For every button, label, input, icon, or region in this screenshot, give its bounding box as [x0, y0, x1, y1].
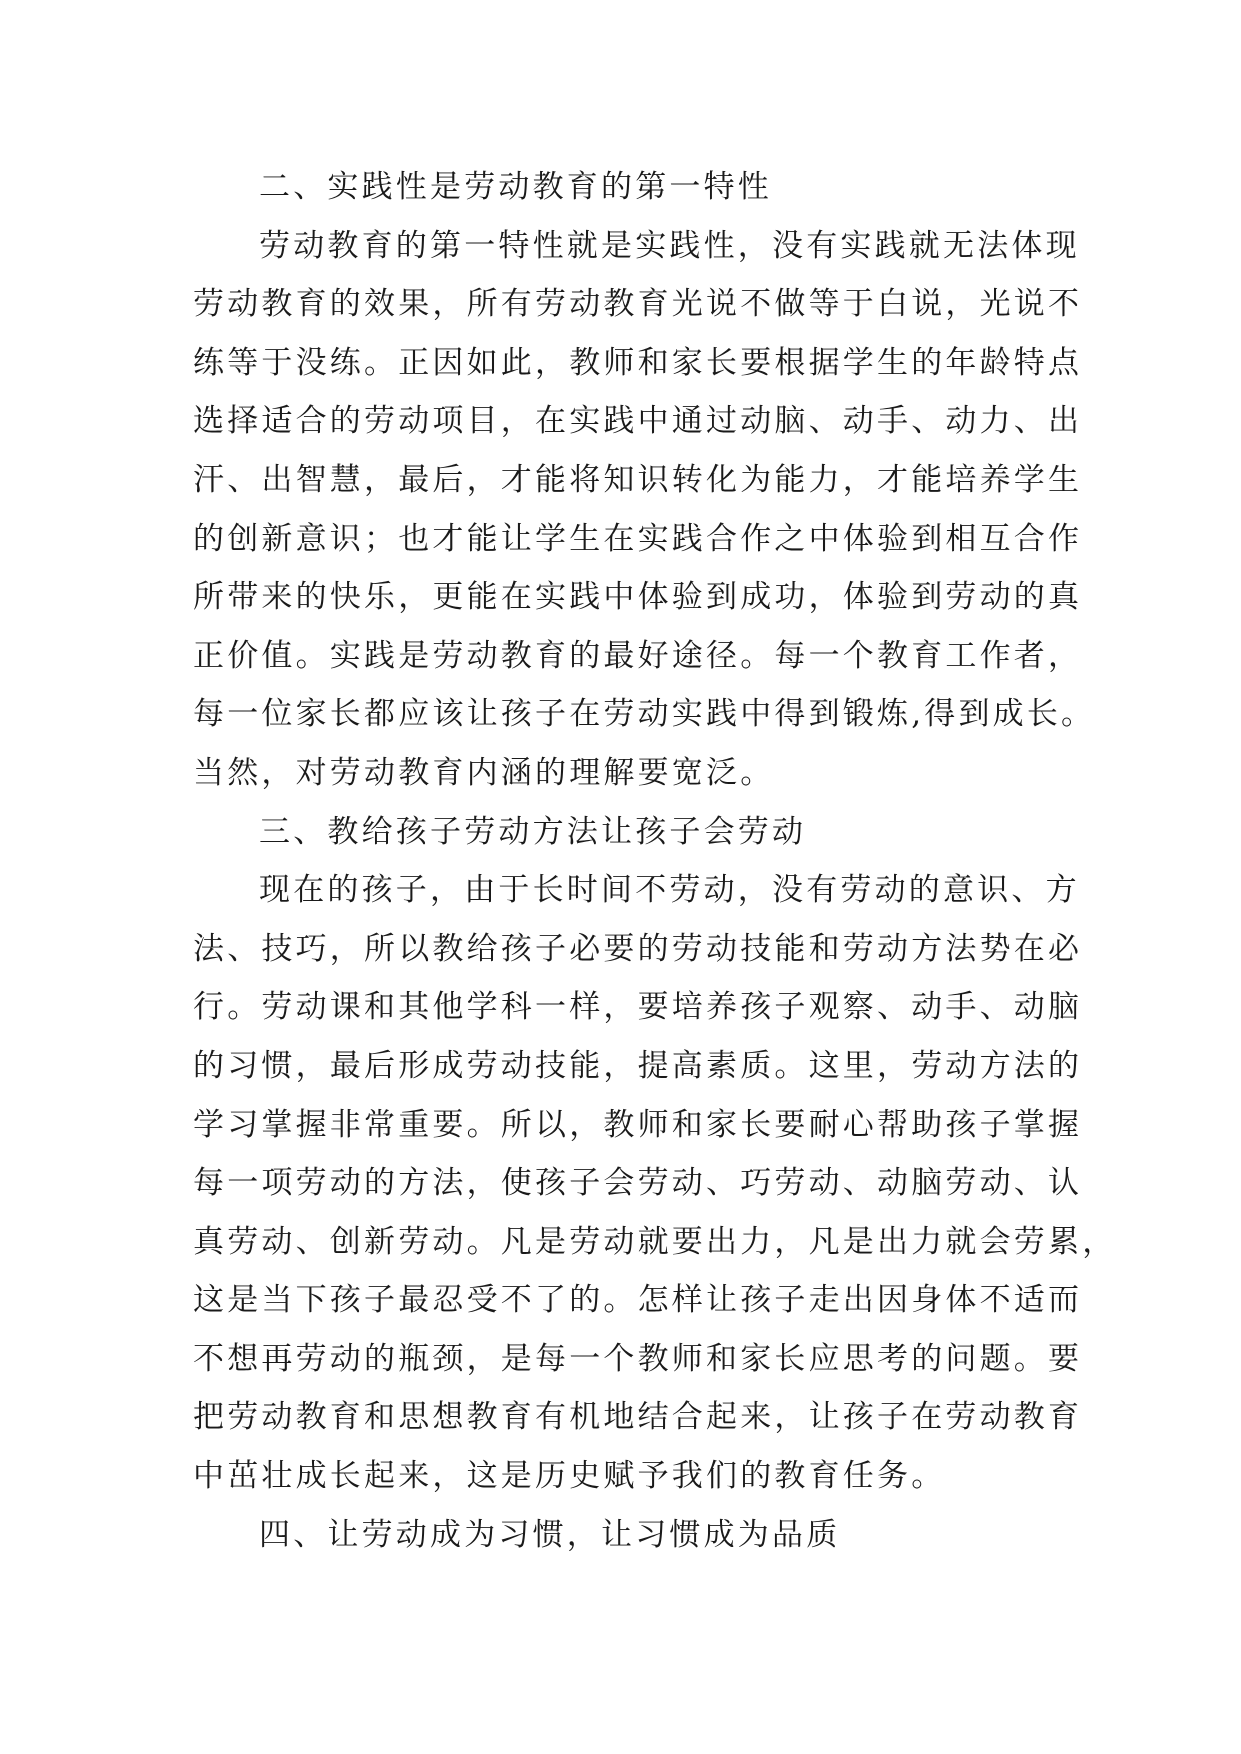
paragraph-line: 学习掌握非常重要。所以，教师和家长要耐心帮助孩子掌握: [193, 1106, 1083, 1143]
paragraph-line: 当然，对劳动教育内涵的理解要宽泛。: [193, 754, 775, 791]
paragraph-line: 这是当下孩子最忍受不了的。怎样让孩子走出因身体不适而: [193, 1282, 1083, 1319]
paragraph-line: 每一位家长都应该让孩子在劳动实践中得到锻炼,得到成长。: [193, 696, 1096, 733]
paragraph-line: 法、技巧，所以教给孩子必要的劳动技能和劳动方法势在必: [193, 930, 1083, 967]
paragraph-line: 把劳动教育和思想教育有机地结合起来，让孩子在劳动教育: [193, 1399, 1083, 1436]
paragraph-line: 现在的孩子，由于长时间不劳动，没有劳动的意识、方: [259, 872, 1080, 909]
paragraph-line: 行。劳动课和其他学科一样，要培养孩子观察、动手、动脑: [193, 989, 1083, 1026]
paragraph-line: 选择适合的劳动项目，在实践中通过动脑、动手、动力、出: [193, 403, 1083, 440]
paragraph-line: 的创新意识；也才能让学生在实践合作之中体验到相互合作: [193, 520, 1083, 557]
section-heading-habit: 四、让劳动成为习惯，让习惯成为品质: [259, 1516, 841, 1553]
paragraph-line: 的习惯，最后形成劳动技能，提高素质。这里，劳动方法的: [193, 1047, 1083, 1084]
paragraph-line: 真劳动、创新劳动。凡是劳动就要出力，凡是出力就会劳累，: [193, 1223, 1117, 1260]
paragraph-line: 劳动教育的第一特性就是实践性，没有实践就无法体现: [259, 227, 1080, 264]
paragraph-line: 汗、出智慧，最后，才能将知识转化为能力，才能培养学生: [193, 461, 1083, 498]
section-heading-method: 三、教给孩子劳动方法让孩子会劳动: [259, 813, 807, 850]
paragraph-line: 中茁壮成长起来，这是历史赋予我们的教育任务。: [193, 1458, 946, 1495]
paragraph-line: 正价值。实践是劳动教育的最好途径。每一个教育工作者，: [193, 637, 1083, 674]
document-body: [193, 158, 1117, 1564]
section-heading-practice: 二、实践性是劳动教育的第一特性: [259, 169, 772, 205]
paragraph-line: 所带来的快乐，更能在实践中体验到成功，体验到劳动的真: [193, 579, 1083, 616]
paragraph-line: 不想再劳动的瓶颈，是每一个教师和家长应思考的问题。要: [193, 1340, 1083, 1377]
paragraph-line: 劳动教育的效果，所有劳动教育光说不做等于白说，光说不: [193, 286, 1083, 323]
paragraph-line: 练等于没练。正因如此，教师和家长要根据学生的年龄特点: [193, 344, 1083, 381]
paragraph-line: 每一项劳动的方法，使孩子会劳动、巧劳动、动脑劳动、认: [193, 1165, 1083, 1202]
